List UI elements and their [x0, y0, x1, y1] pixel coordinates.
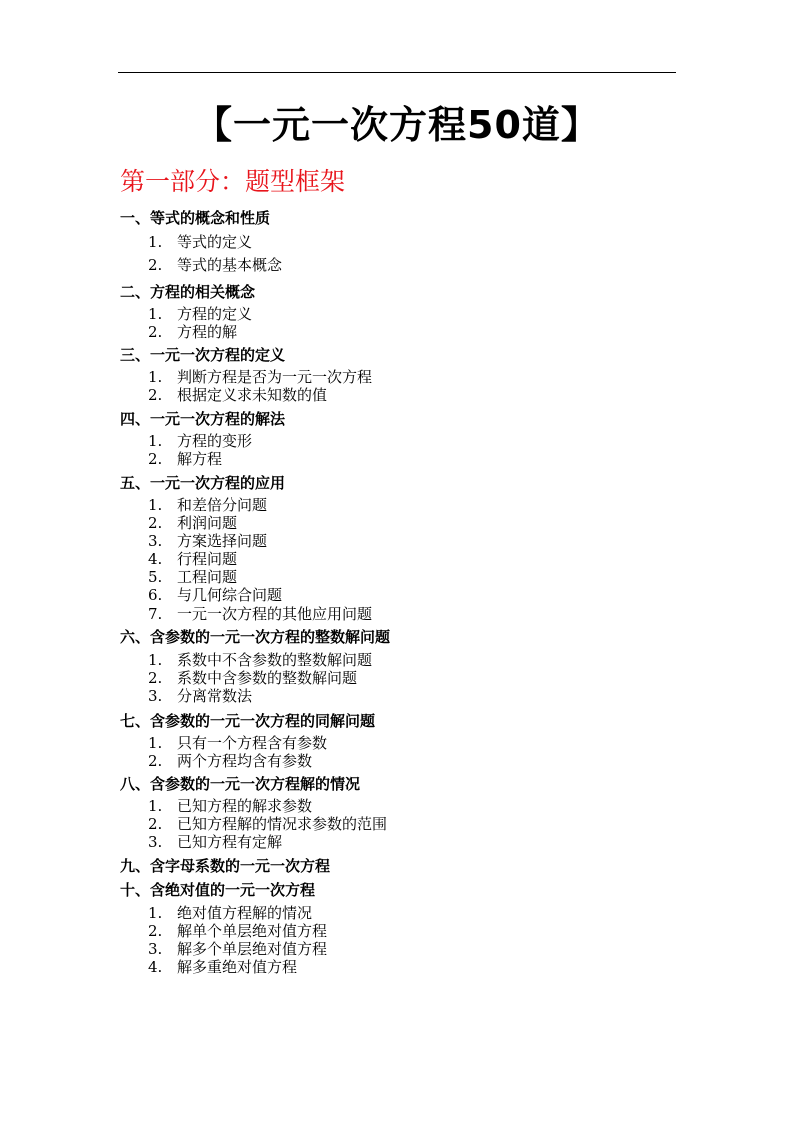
section-title: 二、方程的相关概念	[120, 283, 256, 301]
list-item	[148, 940, 327, 959]
list-item	[148, 833, 282, 852]
item-number: 2.	[148, 752, 163, 770]
list-item	[148, 687, 252, 706]
item-number: 3.	[148, 687, 163, 705]
list-item	[148, 651, 372, 670]
list-item	[148, 958, 297, 977]
list-item	[148, 815, 387, 834]
item-text: 两个方程均含有参数	[177, 752, 313, 770]
item-number: 2.	[148, 386, 163, 404]
item-text: 解多个单层绝对值方程	[177, 940, 328, 958]
item-number: 1.	[148, 432, 163, 450]
item-text: 等式的基本概念	[177, 256, 283, 274]
list-item	[148, 514, 237, 533]
list-item	[148, 904, 312, 923]
item-number: 3.	[148, 833, 163, 851]
list-item	[148, 922, 327, 941]
list-item	[148, 568, 237, 587]
item-text: 已知方程有定解	[177, 833, 283, 851]
item-number: 1.	[148, 496, 163, 514]
item-text: 方案选择问题	[177, 532, 268, 550]
item-number: 1.	[148, 734, 163, 752]
document-title: 【一元一次方程50道】	[194, 103, 600, 147]
item-text: 方程的解	[177, 323, 238, 341]
list-item	[148, 797, 312, 816]
list-item	[148, 605, 372, 624]
list-item	[148, 256, 282, 275]
list-item	[148, 432, 252, 451]
list-item	[148, 496, 267, 515]
item-text: 和差倍分问题	[177, 496, 268, 514]
item-number: 1.	[148, 651, 163, 669]
item-text: 行程问题	[177, 550, 238, 568]
item-text: 工程问题	[177, 568, 238, 586]
item-text: 与几何综合问题	[177, 586, 283, 604]
section-title: 四、一元一次方程的解法	[120, 410, 286, 428]
section-title: 一、等式的概念和性质	[120, 209, 271, 227]
section-title: 十、含绝对值的一元一次方程	[120, 881, 316, 899]
item-number: 1.	[148, 904, 163, 922]
item-text: 方程的变形	[177, 432, 253, 450]
item-text: 系数中不含参数的整数解问题	[177, 651, 373, 669]
item-text: 解多重绝对值方程	[177, 958, 298, 976]
list-item	[148, 450, 222, 469]
item-text: 一元一次方程的其他应用问题	[177, 605, 373, 623]
item-number: 2.	[148, 922, 163, 940]
item-number: 3.	[148, 940, 163, 958]
list-item	[148, 386, 327, 405]
item-text: 解单个单层绝对值方程	[177, 922, 328, 940]
section-title: 五、一元一次方程的应用	[120, 474, 286, 492]
part-heading: 第一部分：题型框架	[120, 167, 346, 196]
list-item	[148, 323, 237, 342]
item-number: 2.	[148, 450, 163, 468]
section-title: 三、一元一次方程的定义	[120, 346, 286, 364]
item-number: 2.	[148, 514, 163, 532]
section-title: 六、含参数的一元一次方程的整数解问题	[120, 628, 391, 646]
item-number: 7.	[148, 605, 163, 623]
item-number: 1.	[148, 797, 163, 815]
item-number: 2.	[148, 323, 163, 341]
item-text: 等式的定义	[177, 233, 253, 251]
item-text: 根据定义求未知数的值	[177, 386, 328, 404]
item-number: 4.	[148, 550, 163, 568]
item-text: 已知方程的解求参数	[177, 797, 313, 815]
list-item	[148, 550, 237, 569]
item-number: 5.	[148, 568, 163, 586]
item-number: 6.	[148, 586, 163, 604]
item-number: 1.	[148, 368, 163, 386]
list-item	[148, 669, 357, 688]
list-item	[148, 305, 252, 324]
list-item	[148, 752, 312, 771]
item-text: 分离常数法	[177, 687, 253, 705]
section-title: 七、含参数的一元一次方程的同解问题	[120, 712, 376, 730]
top-rule	[118, 72, 676, 73]
item-number: 3.	[148, 532, 163, 550]
list-item	[148, 233, 252, 252]
item-number: 2.	[148, 669, 163, 687]
item-number: 1.	[148, 305, 163, 323]
item-number: 4.	[148, 958, 163, 976]
section-title: 八、含参数的一元一次方程解的情况	[120, 775, 361, 793]
item-text: 绝对值方程解的情况	[177, 904, 313, 922]
section-title: 九、含字母系数的一元一次方程	[120, 857, 331, 875]
item-text: 方程的定义	[177, 305, 253, 323]
item-number: 2.	[148, 256, 163, 274]
item-number: 1.	[148, 233, 163, 251]
item-text: 系数中含参数的整数解问题	[177, 669, 358, 687]
item-number: 2.	[148, 815, 163, 833]
item-text: 已知方程解的情况求参数的范围	[177, 815, 388, 833]
list-item	[148, 734, 327, 753]
item-text: 解方程	[177, 450, 223, 468]
list-item	[148, 532, 267, 551]
item-text: 判断方程是否为一元一次方程	[177, 368, 373, 386]
list-item	[148, 586, 282, 605]
list-item	[148, 368, 372, 387]
item-text: 利润问题	[177, 514, 238, 532]
item-text: 只有一个方程含有参数	[177, 734, 328, 752]
